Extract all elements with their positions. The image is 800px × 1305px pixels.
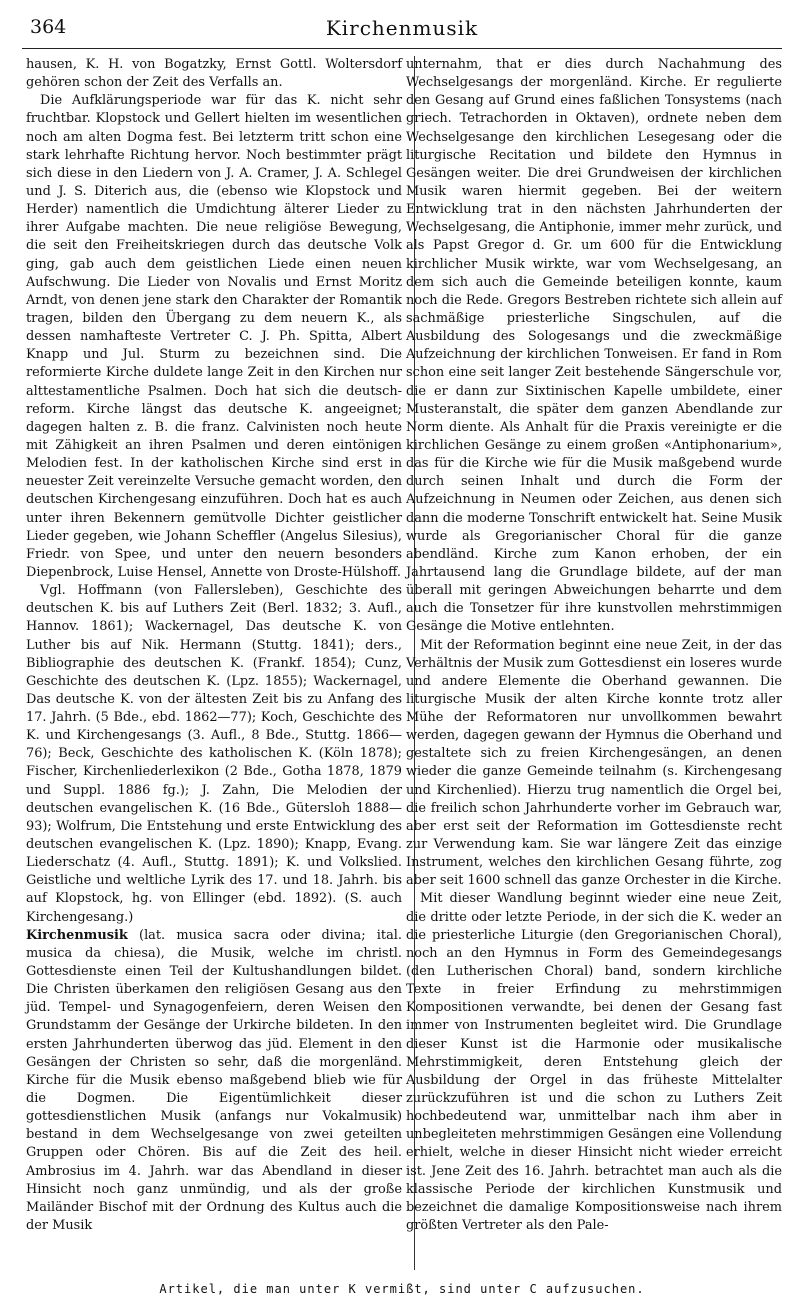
entry-text: (lat. musica sacra oder divina; ital. musica da chiesa), die Musik, welche im christl. Gottesdienste einen Teil der Kultushandlungen bildet. Die Christen überkamen den religiösen Gesang aus den jüd. Tempel- und Synagogenfeiern, deren Weisen den Grundstamm der Gesänge der Urkirche bildeten. In den ersten Jahrhunderten überwog das jüd. Element in den Gesängen der Christen so sehr, daß die morgenländ. Kirche für die Musik ebenso maßgebend blieb wie für die Dogmen. Die Eigentümlichkeit dieser gottesdienstlichen Musik (anfangs nur Vokalmusik) bestand in dem Wechselgesange von zwei geteilten Gruppen oder Chören. Bis auf die Zeit des heil. Ambrosius im 4. Jahrh. war das Abendland in dieser Hinsicht noch ganz unmündig, und als der große Mailänder Bischof mit der Ordnung des Kultus auch die der Musik xyxy=(26,927,402,1233)
paragraph: hausen, K. H. von Bogatzky, Ernst Gottl. Woltersdorf gehören schon der Zeit des Verfalls an. xyxy=(26,57,402,91)
entry-headword: Kirchenmusik xyxy=(26,927,128,943)
page-footer: Artikel, die man unter K vermißt, sind unter C aufzusuchen. xyxy=(159,1282,645,1296)
running-head: Kirchenmusik xyxy=(325,16,479,40)
paragraph: unternahm, that er dies durch Nachahmung des Wechselgesangs der morgenländ. Kirche. Er regulierte den Gesang auf Grund eines faßlichen Tonsystems (nach griech. Tetrachorden in Oktaven), ordnete neben dem Wechselgesange den kirchlichen Lesegesang oder die liturgische Recitation und bildete den Hymnus in Gesängen weiter. Die drei Grundweisen der kirchlichen Musik waren hiermit gegeben. Bei der weitern Entwicklung trat in den nächsten Jahrhunderten der Wechselgesang, die Antiphonie, immer mehr zurück, und als Papst Gregor d. Gr. um 600 für die Entwicklung kirchlicher Musik wirkte, war vom Wechselgesang, an dem sich auch die Gemeinde beteiligen konnte, kaum noch die Rede. Gregors Bestreben richtete sich allein auf sachmäßige priesterliche Singschulen, auf die Ausbildung des Sologesangs und die zweckmäßige Aufzeichnung der kirchlichen Tonweisen. Er fand in Rom schon eine seit langer Zeit bestehende Sängerschule vor, die er dann zur Sixtinischen Kapelle umbildete, einer Musteranstalt, die später dem ganzen Abendlande zur Norm diente. Als Anhalt für die Praxis vereinigte er die kirchlichen Gesänge zu einem großen «Antiphonarium», das für die Kirche wie für die Musik maßgebend wurde durch seinen Inhalt und durch die Form der Aufzeichnung in Neumen oder Zeichen, aus denen sich dann die moderne Tonschrift entwickelt hat. Seine Musik wurde als Gregorianischer Choral für die ganze abendländ. Kirche zum Kanon erhoben, der ein Jahrtausend lang die Grundlage bildete, auf der man überall mit geringen Abweichungen beharrte und dem auch die Tonsetzer für ihre kunstvollen mehrstimmigen Gesänge die Motive entlehnten. xyxy=(406,57,782,635)
dictionary-page xyxy=(22,14,782,1298)
entry-paragraph xyxy=(26,927,402,1235)
paragraph: Mit der Reformation beginnt eine neue Zeit, in der das Verhältnis der Musik zum Gottesdienst ein loseres wurde und andere Elemente die Oberhand gewannen. Die liturgische Musik der alten Kirche konnte trotz aller Mühe der Reformatoren nur unvollkommen bewahrt werden, dagegen gewann der Hymnus die Oberhand und gestaltete sich zu freien Kirchengesängen, an denen wieder die ganze Gemeinde teilnahm (s. Kirchengesang und Kirchenlied). Hierzu trug namentlich die Orgel bei, die freilich schon Jahrhunderte vorher im Gebrauch war, aber erst seit der Reformation im Gottesdienste recht zur Verwendung kam. Sie war längere Zeit das einzige Instrument, welches den kirchlichen Gesang führte, zog aber seit 1600 schnell das ganze Orchester in die Kirche. xyxy=(406,637,782,889)
left-column xyxy=(26,56,402,1235)
paragraph: Die Aufklärungsperiode war für das K. nicht sehr fruchtbar. Klopstock und Gellert hielten im wesentlichen noch am alten Dogma fest. Bei letzterm tritt schon eine stark lehrhafte Richtung hervor. Noch bestimmter prägt sich diese in den Liedern von J. A. Cramer, J. A. Schlegel und J. S. Diterich aus, die (ebenso wie Klopstock und Herder) namentlich die Umdichtung älterer Lieder zu ihrer Aufgabe machten. Die neue religiöse Bewegung, die seit den Freiheitskriegen durch das deutsche Volk ging, gab auch dem geistlichen Liede einen neuen Aufschwung. Die Lieder von Novalis und Ernst Moritz Arndt, von denen jene stark den Charakter der Romantik tragen, bilden den Übergang zu dem neuern K., als dessen namhafteste Vertreter C. J. Ph. Spitta, Albert Knapp und Jul. Sturm zu bezeichnen sind. Die reformierte Kirche duldete lange Zeit in den Kirchen nur alttestamentliche Psalmen. Doch hat sich die deutsch-reform. Kirche längst das deutsche K. angeeignet; dagegen halten z. B. die franz. Calvinisten noch heute mit Zähigkeit an ihren Psalmen und deren eintönigen Melodien fest. In der katholischen Kirche sind erst in neuester Zeit vereinzelte Versuche gemacht worden, den deutschen Kirchengesang einzuführen. Doch hat es auch unter ihren Bekennern gemütvolle Dichter geistlicher Lieder gegeben, wie Johann Scheffler (Angelus Silesius), Friedr. von Spee, und unter den neuern besonders Diepenbrock, Luise Hensel, Annette von Droste-Hülshoff. xyxy=(26,93,402,580)
page-header xyxy=(22,14,782,49)
paragraph: Mit dieser Wandlung beginnt wieder eine neue Zeit, die dritte oder letzte Periode, in der sich die K. weder an die priesterliche Liturgie (den Gregorianischen Choral), noch an den Hymnus in Form des Gemeindegesangs (den Lutherischen Choral) band, sondern kirchliche Texte in freier Erfindung zu mehrstimmigen Kompositionen verwandte, bei denen der Gesang fast immer von Instrumenten begleitet wird. Die Grundlage dieser Kunst ist die Harmonie oder musikalische Mehrstimmigkeit, deren Entstehung gleich der Ausbildung der Orgel in das früheste Mittelalter zurückzuführen ist und die schon zu Luthers Zeit hochbedeutend war, unmittelbar nach ihm aber in unbegleiteten mehrstimmigen Gesängen eine Vollendung erhielt, welche in dieser Hinsicht nicht wieder erreicht ist. Jene Zeit des 16. Jahrh. betrachtet man auch als die klassische Periode der kirchlichen Kunstmusik und bezeichnet die damalige Kompositionsweise nach ihrem größten Vertreter als den Pale- xyxy=(406,891,782,1233)
right-column xyxy=(406,56,782,1235)
page-number: 364 xyxy=(30,16,67,38)
text-columns xyxy=(22,56,782,1270)
bibliography-paragraph: Vgl. Hoffmann (von Fallersleben), Geschichte des deutschen K. bis auf Luthers Zeit (Berl. 1832; 3. Aufl., Hannov. 1861); Wackernagel, Das deutsche K. von Luther bis auf Nik. Hermann (Stuttg. 1841); ders., Bibliographie des deutschen K. (Frankf. 1854); Cunz, Geschichte des deutschen K. (Lpz. 1855); Wackernagel, Das deutsche K. von der ältesten Zeit bis zu Anfang des 17. Jahrh. (5 Bde., ebd. 1862—77); Koch, Geschichte des K. und Kirchengesangs (3. Aufl., 8 Bde., Stuttg. 1866—76); Beck, Geschichte des katholischen K. (Köln 1878); Fischer, Kirchenliederlexikon (2 Bde., Gotha 1878, 1879 und Suppl. 1886 fg.); J. Zahn, Die Melodien der deutschen evangelischen K. (16 Bde., Gütersloh 1888—93); Wolfrum, Die Entstehung und erste Entwicklung des deutschen evangelischen K. (Lpz. 1890); Knapp, Evang. Liederschatz (4. Aufl., Stuttg. 1891); K. und Volkslied. Geistliche und weltliche Lyrik des 17. und 18. Jahrh. bis auf Klopstock, hg. von Ellinger (ebd. 1892). (S. auch Kirchengesang.) xyxy=(26,583,402,925)
